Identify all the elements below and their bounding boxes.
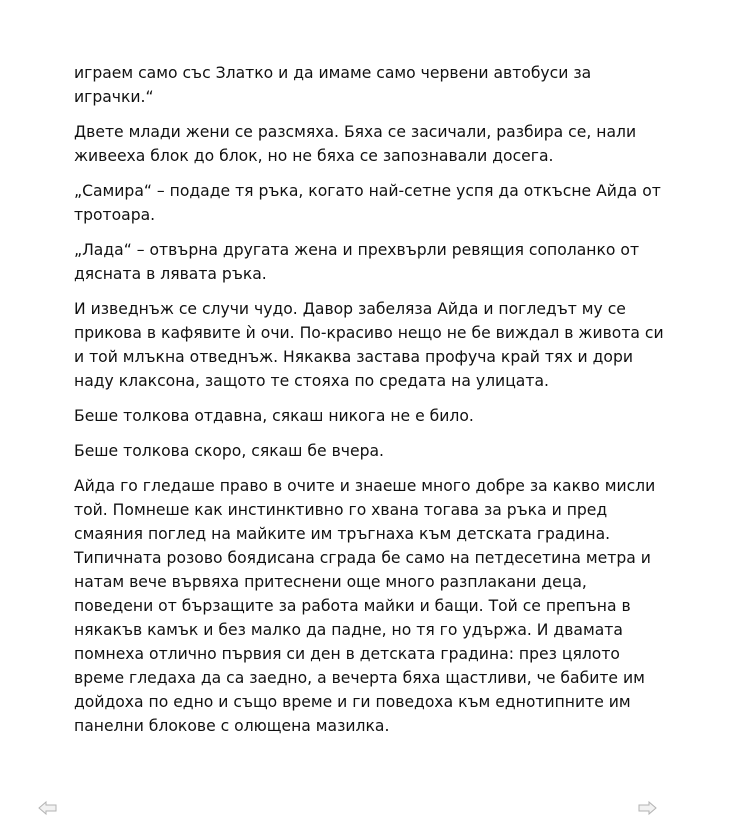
text-line: прикова в кафявите ѝ очи. По-красиво нещо не бе виждал в живота си — [74, 324, 664, 342]
text-line: дясната в лявата ръка. — [74, 265, 267, 283]
text-line: панелни блокове с олющена мазилка. — [74, 717, 390, 735]
text-line: „Самира“ – подаде тя ръка, когато най-сетне успя да откъсне Айда от — [74, 182, 661, 200]
next-page-button[interactable] — [637, 800, 657, 816]
paragraph — [74, 404, 654, 428]
text-line: смаяния поглед на майките им тръгнаха към детската градина. — [74, 525, 611, 543]
text-line: играем само със Златко и да имаме само червени автобуси за — [74, 64, 592, 82]
paragraph — [74, 439, 654, 463]
paragraph — [74, 120, 654, 168]
arrow-right-icon — [637, 800, 657, 816]
paragraph — [74, 179, 661, 227]
paragraph — [74, 474, 654, 738]
text-line: игрaчки.“ — [74, 88, 154, 106]
text-line: „Лада“ – отвърна другата жена и прехвърли ревящия сополанко от — [74, 241, 640, 259]
paragraph — [74, 297, 664, 393]
text-line: поведени от бързащите за работа майки и бащи. Той се препъна в — [74, 597, 631, 615]
text-line: натам вече вървяха притеснени още много разплакани деца, — [74, 573, 587, 591]
text-line: дойдоха по едно и също време и ги поведоха към еднотипните им — [74, 693, 631, 711]
text-line: И изведнъж се случи чудо. Давор забеляза Айда и погледът му се — [74, 300, 626, 318]
previous-page-button[interactable] — [38, 800, 58, 816]
text-line: наду клаксона, защото те стояха по средата на улицата. — [74, 372, 549, 390]
text-line: Типичната розово боядисана сграда бе само на петдесетина метра и — [74, 549, 651, 567]
text-line: живееха блок до блок, но не бяха се запознавали досега. — [74, 147, 554, 165]
arrow-left-icon — [38, 800, 58, 816]
text-line: Айда го гледаше право в очите и знаеше много добре за какво мисли — [74, 477, 656, 495]
text-line: Двете млади жени се разсмяха. Бяха се засичали, разбира се, нали — [74, 123, 637, 141]
text-line: тротоара. — [74, 206, 156, 224]
text-line: и той млъкна отведнъж. Някаква застава профуча край тях и дори — [74, 348, 633, 366]
paragraph — [74, 61, 654, 109]
text-line: време гледаха да са заедно, а вечерта бяха щастливи, че бабите им — [74, 669, 645, 687]
paragraph — [74, 238, 654, 286]
text-line: Беше толкова скоро, сякаш бе вчера. — [74, 442, 384, 460]
text-line: Беше толкова отдавна, сякаш никога не е било. — [74, 407, 474, 425]
document-page-text — [74, 61, 664, 749]
text-line: помнеха отлично първия си ден в детската градина: през цялото — [74, 645, 620, 663]
text-line: някакъв камък и без малко да падне, но тя го удържа. И двамата — [74, 621, 623, 639]
text-line: той. Помнеше как инстинктивно го хвана тогава за ръка и пред — [74, 501, 608, 519]
